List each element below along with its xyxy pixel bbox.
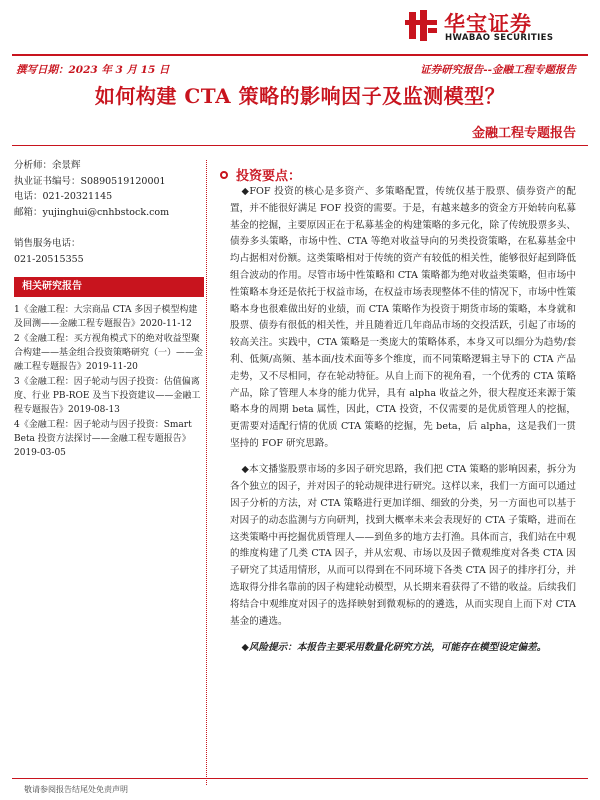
left-sidebar: [14, 158, 204, 461]
related-reports-list: [14, 303, 204, 460]
related-report-item[interactable]: 1《金融工程：大宗商品 CTA 多因子模型构建及回测——金融工程专题报告》2020-11-12: [14, 305, 198, 329]
investment-points-label: 投资要点：: [236, 169, 302, 184]
analyst-phone: 电话：021-20321145: [14, 191, 113, 202]
company-logo: [404, 6, 574, 46]
sales-phone-label: 销售服务电话：: [14, 238, 81, 249]
risk-warning: ◆风险提示：本报告主要采用数量化研究方法，可能存在模型设定偏差。: [241, 641, 547, 653]
circle-bullet-icon: [220, 171, 228, 179]
summary-paragraph: ◆本文播鉴股票市场的多因子研究思路，我们把 CTA 策略的影响因素，拆分为各个独立的因子，并对因子的轮动规律进行研究。这样以来，我们一方面可以通过因子分析的方法，对 CTA 策略进行更加详细、细致的分类，另一方面也可以基于对因子的动态监测与方向研判，找到大概率未来会表现好的 CTA 子策略，进而在这类策略中再挖掘优质管理人——到鱼多的地方去打渔。具体而言，我们站在中观的维度构建了几类 CTA 因子，并从宏观、市场以及因子微观维度对各类 CTA 因子研究了其适用情形，从而可以得到在不同环境下各类 CTA 因子的排序打分，并选取得分排名靠前的因子构建轮动模型，从长期来看获得了不错的收益。后续我们将结合中观维度对因子的选择映射到微观标的的遴选，从而实现自上而下对 CTA 基金的遴选。: [230, 464, 576, 627]
analyst-email[interactable]: 邮箱：yujinghui@cnhbstock.com: [14, 206, 170, 218]
sales-phone: 021-20515355: [14, 253, 84, 265]
brand-name-cn: 华宝证券: [444, 12, 532, 36]
summary-paragraph: ◆FOF 投资的核心是多资产、多策略配置，传统仅基于股票、债券资产的配置，并不能很好满足 FOF 投资的需要。于是，有越来越多的资金方开始转向私募基金的挖掘，主要原因正在于私募基金的构建策略的多元化，除了传统股票多头、债券多头策略，市场中性、CTA 等绝对收益导向的另类投资策略，在私募基金中均占据相对份额。这类策略相对于传统的资产有较低的相关性，能够很好起到降低组合波动的作用。尽管市场中性策略和 CTA 策略都为绝对收益类策略，但市场中性策略本身还是依托于权益市场，在权益市场表现整体不佳的情况下，市场中性策略本身也很难做出好的业绩，而 CTA 策略作为投资于期货市场的策略，本身就和股票、债券有很低的相关性，并且随着近几年商品市场的交投活跃，引起了市场的较高关注。实践中，CTA 策略是一类庞大的策略体系，本身又可以细分为趋势/套利、低频/高频、基本面/技术面等多个维度，而不同策略逻辑主导下的 CTA 产品走势，又不尽相同，存在轮动特征。从自上而下的视角看，一个优秀的 CTA 策略产品，除了管理人本身的能力优异，具有 alpha 收益之外，很大程度还来源于策略本身的周期 beta 属性，因此，CTA 投资，不仅需要的是优质管理人的挖掘，更需要对适配行情的优质 CTA 策略的挖掘，先 beta，后 alpha，这是我们一贯坚持的 FOF 研究思路。: [230, 186, 576, 449]
related-reports-header: 相关研究报告: [14, 277, 204, 297]
analyst-cert: 执业证书编号：S0890519120001: [14, 175, 166, 187]
header-divider: [12, 54, 588, 56]
main-content: [230, 184, 576, 666]
column-separator: [206, 160, 207, 785]
report-type: 证券研究报告--金融工程专题报告: [420, 64, 576, 76]
related-report-item[interactable]: 2《金融工程：买方视角模式下的绝对收益型聚合构建——基金组合投资策略研究（一）——金融工程专题报告》2019-11-20: [14, 334, 204, 372]
related-report-item[interactable]: 3《金融工程：因子轮动与因子投资：估值偏离度、行业 PB-ROE 及当下投资建议——金融工程专题报告》2019-08-13: [14, 377, 201, 415]
analyst-name: 分析师：余景辉: [14, 160, 81, 171]
disclaimer-note: 敬请参阅报告结尾处免责声明: [24, 785, 128, 794]
report-title: 如何构建 CTA 策略的影响因子及监测模型？: [94, 84, 506, 108]
footer-divider: [12, 778, 588, 779]
report-subtitle: 金融工程专题报告: [471, 126, 576, 141]
report-date: 撰写日期：2023 年 3 月 15 日: [16, 64, 170, 76]
related-report-item[interactable]: 4《金融工程：因子轮动与因子投资：Smart Beta 投资方法探讨——金融工程专题报告》2019-03-05: [14, 420, 192, 458]
brand-name-en: HWABAO SECURITIES: [445, 33, 554, 43]
investment-points-title: [220, 165, 301, 184]
hwabao-logo-icon: [404, 8, 438, 42]
title-divider: [12, 145, 588, 146]
